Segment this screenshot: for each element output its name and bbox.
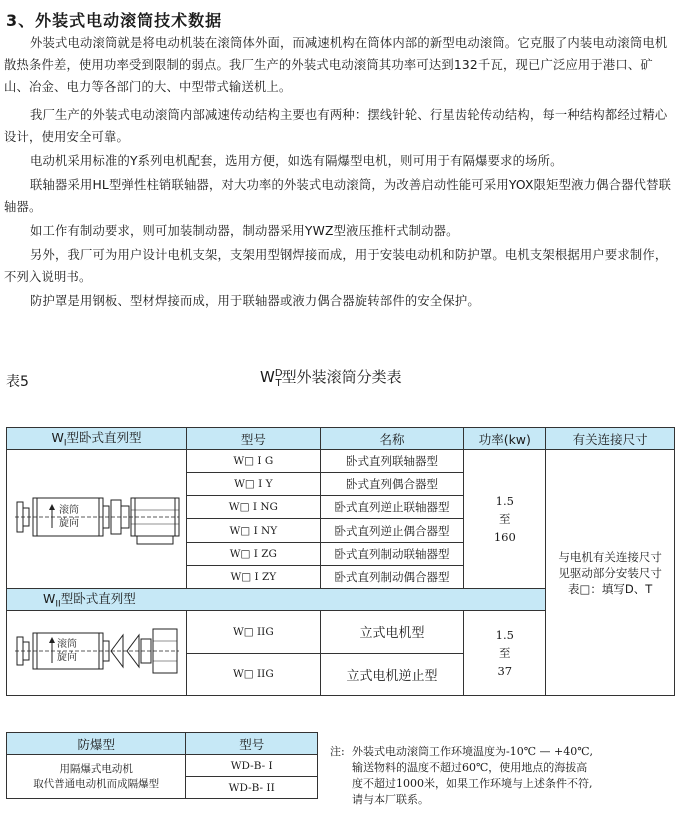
g2-hdr-sub: II xyxy=(55,599,61,610)
exp-header-type: 防爆型 xyxy=(7,733,186,755)
dims-line-2: 见驱动部分安装尺寸 xyxy=(558,565,662,580)
g1-power xyxy=(464,450,546,589)
paragraph-5: 如工作有制动要求，则可加装制动器，制动器采用YWZ型液压推杆式制动器。 xyxy=(30,224,459,238)
g2-power-to: 至 xyxy=(499,646,511,660)
exp-desc-line-2: 取代普通电动机而成隔爆型 xyxy=(33,777,160,790)
table-title-sub: T xyxy=(275,378,282,389)
g1-power-to: 至 xyxy=(499,512,511,526)
explosion-proof-table xyxy=(6,732,318,799)
note-line-2: 输送物料的温度不超过60℃，使用地点的海拔高 xyxy=(352,761,588,774)
g2-name-1: 立式电机型 xyxy=(320,611,464,654)
g1-name-6: 卧式直列制动偶合器型 xyxy=(320,565,464,588)
paragraph-2: 我厂生产的外装式电动滚筒内部减速传动结构主要也有两种：摆线针轮、行星齿轮传动结构，每一种结构都经过精心设计，使用安全可靠。 xyxy=(4,108,668,144)
g1-power-min: 1.5 xyxy=(495,494,514,508)
dims-line-1: 与电机有关连接尺寸 xyxy=(558,549,662,564)
g1-name-2: 卧式直列偶合器型 xyxy=(320,473,464,496)
exp-model-1: WD-B- I xyxy=(186,755,318,777)
diagram-horizontal-inline xyxy=(7,450,187,589)
diagram2-label-a: 滚筒 xyxy=(57,639,78,650)
paragraph-3: 电动机采用标准的Y系列电机配套，选用方便，如选有隔爆型电机，则可用于有隔爆要求的场所。 xyxy=(30,154,563,168)
drum-drive-diagram-1 xyxy=(7,450,185,584)
diagram1-label-b: 旋向 xyxy=(59,518,80,529)
exp-desc-line-1: 用隔爆式电动机 xyxy=(59,762,133,775)
drum-drive-diagram-2 xyxy=(7,611,185,691)
g2-hdr-rest: 型卧式直列型 xyxy=(60,591,136,607)
diagram1-label-a: 滚筒 xyxy=(59,505,80,516)
g1-name-4: 卧式直列逆止偶合器型 xyxy=(320,519,464,542)
table-title-w: W xyxy=(260,368,275,386)
exp-model-2: WD-B- II xyxy=(186,777,318,799)
g1-name-3: 卧式直列逆止联轴器型 xyxy=(320,496,464,519)
dims-line-3: 表□：填写D、T xyxy=(567,581,653,596)
header-dims: 有关连接尺寸 xyxy=(546,428,675,450)
hdr-rest: 型卧式直列型 xyxy=(66,430,142,446)
paragraph-4: 联轴器采用HL型弹性柱销联轴器，对大功率的外装式电动滚筒，为改善启动性能可采用YOX限矩型液力偶合器代替联轴器。 xyxy=(4,178,672,214)
g1-model-5: W□ I ZG xyxy=(186,542,320,565)
exp-desc xyxy=(7,755,186,799)
g1-model-1: W□ I G xyxy=(186,450,320,473)
paragraph-7: 防护罩是用钢板、型材焊接而成，用于联轴器或液力偶合器旋转部件的安全保护。 xyxy=(30,294,480,308)
section-heading: 3、外装式电动滚筒技术数据 xyxy=(6,11,223,30)
g1-name-1: 卧式直列联轴器型 xyxy=(320,450,464,473)
note-line-4: 请与本厂联系。 xyxy=(352,793,429,806)
note-line-1: 外装式电动滚筒工作环境温度为-10℃ — +40℃, xyxy=(352,745,594,758)
paragraph-1: 外装式电动滚筒就是将电动机装在滚筒体外面，而减速机构在筒体内部的新型电动滚筒。它克服了内装电动滚筒电机散热条件差，使用功率受到限制的弱点。我厂生产的外装式电动滚筒其功率可达到132千瓦，现已广泛应用于港口、矿山、冶金、电力等各部门的大、中型带式输送机上。 xyxy=(4,36,668,94)
classification-table xyxy=(6,427,675,696)
hdr-w: W xyxy=(51,430,64,446)
g1-name-5: 卧式直列制动联轴器型 xyxy=(320,542,464,565)
g1-model-2: W□ I Y xyxy=(186,473,320,496)
hdr-sub: I xyxy=(63,438,67,449)
header-model: 型号 xyxy=(186,428,320,450)
note-prefix: 注: xyxy=(330,745,345,758)
g2-power xyxy=(464,611,546,696)
footnote xyxy=(330,744,660,808)
group2-header xyxy=(7,589,546,611)
header-power: 功率(kw) xyxy=(464,428,546,450)
table-label: 表5 xyxy=(6,374,29,390)
g2-model-2: W□ IIG xyxy=(186,653,320,696)
g2-model-1: W□ IIG xyxy=(186,611,320,654)
g2-power-max: 37 xyxy=(497,664,513,678)
g1-model-3: W□ I NG xyxy=(186,496,320,519)
diagram-vertical-motor xyxy=(7,611,187,696)
g2-hdr-w: W xyxy=(43,591,56,607)
diagram2-label-b: 旋向 xyxy=(57,652,78,663)
exp-header-model: 型号 xyxy=(186,733,318,755)
g1-model-6: W□ I ZY xyxy=(186,565,320,588)
table-title xyxy=(260,366,402,389)
header-group-1 xyxy=(7,428,187,450)
g1-power-max: 160 xyxy=(493,530,516,544)
note-line-3: 度不超过1000米，如果工作环境与上述条件不符, xyxy=(352,777,593,790)
g2-name-2: 立式电机逆止型 xyxy=(320,653,464,696)
g1-model-4: W□ I NY xyxy=(186,519,320,542)
table-title-sup: D xyxy=(274,368,283,379)
g2-power-min: 1.5 xyxy=(495,628,514,642)
dims-cell xyxy=(546,450,675,696)
paragraph-6: 另外，我厂可为用户设计电机支架，支架用型钢焊接而成，用于安装电动机和防护罩。电机支架根据用户要求制作，不列入说明书。 xyxy=(4,248,668,284)
table-title-rest: 型外装滚筒分类表 xyxy=(281,368,402,386)
header-name: 名称 xyxy=(320,428,464,450)
